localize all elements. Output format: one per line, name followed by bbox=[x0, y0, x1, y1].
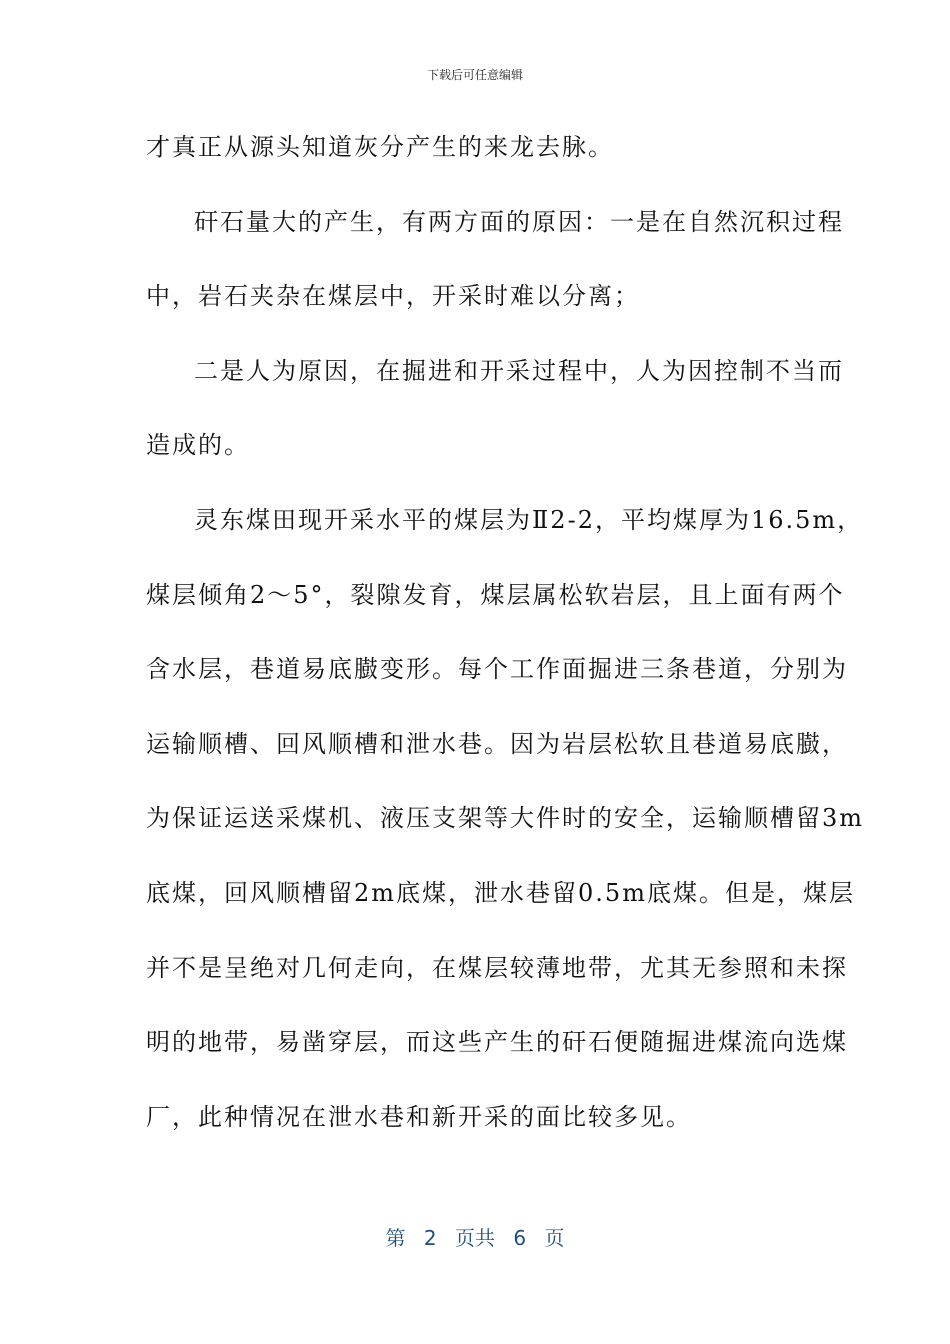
total-page-number: 6 bbox=[513, 1226, 527, 1250]
text-line: 造成的。 bbox=[146, 431, 250, 460]
footer-prefix: 第 bbox=[385, 1226, 406, 1250]
text-line: 才真正从源头知道灰分产生的来龙去脉。 bbox=[146, 133, 614, 161]
page-header-note: 下载后可任意编辑 bbox=[426, 68, 523, 82]
text-line: 运输顺槽、回风顺槽和泄水巷。因为岩层松软且巷道易底臌， bbox=[146, 729, 848, 758]
text-line: 厂，此种情况在泄水巷和新开采的面比较多见。 bbox=[146, 1102, 692, 1131]
text-line: 含水层，巷道易底臌变形。每个工作面掘进三条巷道，分别为 bbox=[146, 655, 848, 684]
current-page-number: 2 bbox=[423, 1226, 437, 1250]
text-line: 并不是呈绝对几何走向，在煤层较薄地带，尤其无参照和未探 bbox=[146, 953, 848, 982]
paragraph-start-line: 二是人为原因，在掘进和开采过程中，人为因控制不当而 bbox=[194, 356, 844, 385]
text-line: 为保证运送采煤机、液压支架等大件时的安全，运输顺槽留3m bbox=[146, 804, 865, 833]
page-number-footer bbox=[0, 1226, 950, 1250]
footer-middle: 页共 bbox=[455, 1226, 495, 1250]
text-line: 明的地带，易凿穿层，而这些产生的矸石便随掘进煤流向选煤 bbox=[146, 1028, 848, 1057]
text-line: 中，岩石夹杂在煤层中，开采时难以分离； bbox=[146, 282, 640, 311]
text-line: 煤层倾角2～5°，裂隙发育，煤层属松软岩层，且上面有两个 bbox=[146, 580, 845, 609]
paragraph-start-line: 灵东煤田现开采水平的煤层为Ⅱ2-2，平均煤厚为16.5m， bbox=[194, 505, 864, 534]
paragraph-start-line: 矸石量大的产生，有两方面的原因：一是在自然沉积过程 bbox=[194, 207, 844, 236]
text-line: 底煤，回风顺槽留2m底煤，泄水巷留0.5m底煤。但是，煤层 bbox=[146, 878, 855, 907]
footer-suffix: 页 bbox=[544, 1226, 565, 1250]
document-body bbox=[146, 128, 865, 1172]
